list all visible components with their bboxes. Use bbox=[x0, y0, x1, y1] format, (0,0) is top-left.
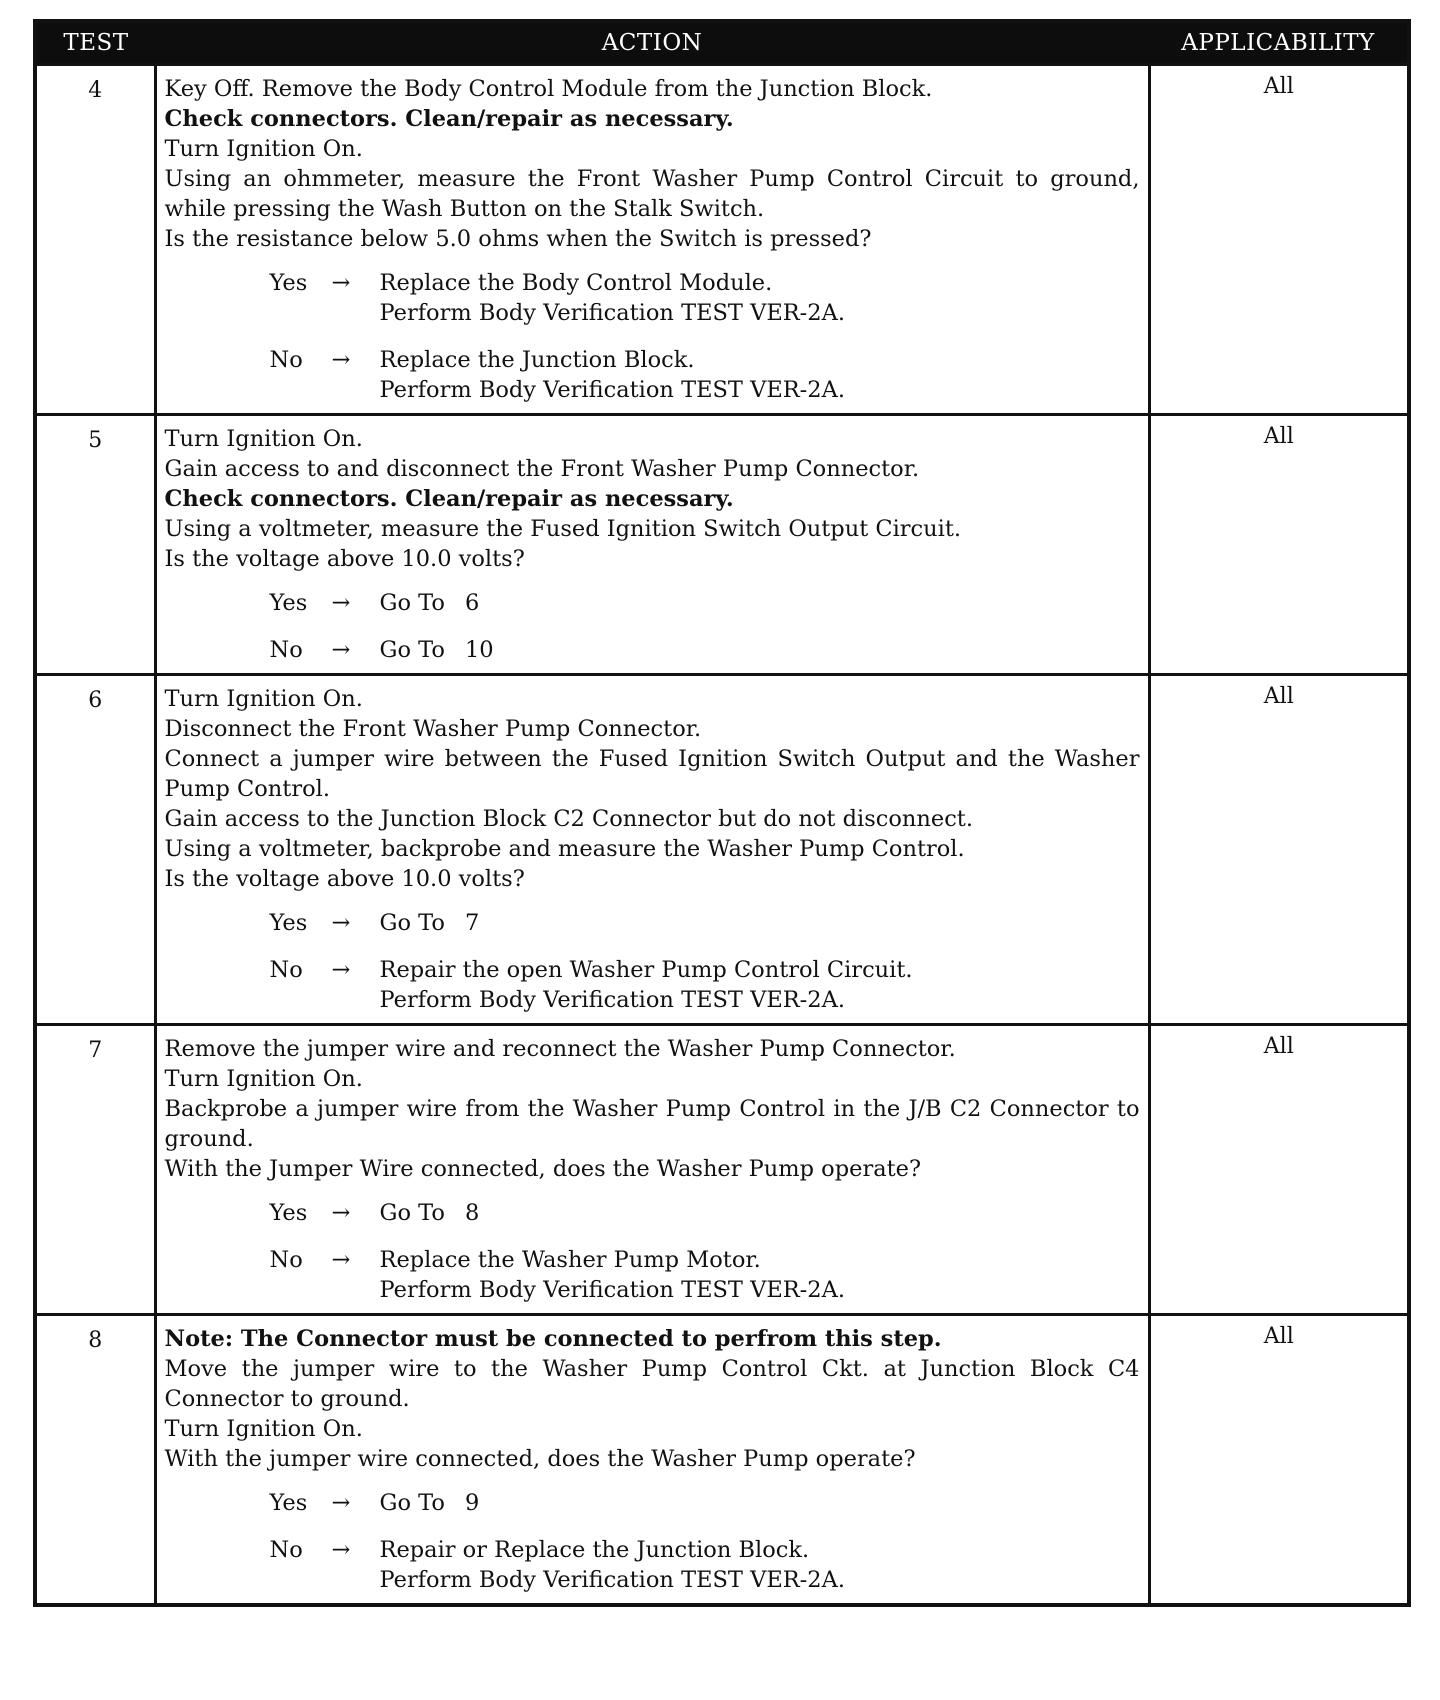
answer-no bbox=[270, 345, 1140, 405]
action-note: Note: The Connector must be connected to perfrom this step. bbox=[164, 1326, 942, 1352]
result-line: Perform Body Verification TEST VER-2A. bbox=[379, 1277, 846, 1303]
right-arrow-icon: → bbox=[331, 1247, 351, 1273]
action-cell bbox=[155, 1025, 1149, 1315]
right-arrow-icon: → bbox=[331, 1490, 351, 1516]
answer-no bbox=[270, 1535, 1140, 1595]
answer-yes bbox=[270, 588, 1140, 618]
result-line: Perform Body Verification TEST VER-2A. bbox=[379, 377, 846, 403]
answer-result bbox=[380, 588, 1140, 618]
answer-label: No bbox=[269, 1537, 303, 1563]
answer-result bbox=[380, 955, 1140, 1015]
answer-no bbox=[270, 1245, 1140, 1305]
answer-result bbox=[380, 268, 1140, 328]
action-step: Turn Ignition On. bbox=[164, 136, 363, 162]
test-number: 4 bbox=[35, 65, 155, 415]
action-step: Is the resistance below 5.0 ohms when the Switch is pressed? bbox=[164, 226, 872, 252]
right-arrow-icon: → bbox=[331, 590, 351, 616]
action-step: Connect a jumper wire between the Fused Ignition Switch Output and the Washer Pump Control. bbox=[164, 746, 1140, 802]
result-line: Repair or Replace the Junction Block. bbox=[379, 1537, 810, 1563]
action-step: Is the voltage above 10.0 volts? bbox=[164, 546, 525, 572]
goto-label: Go To bbox=[379, 1490, 445, 1516]
applicability-value: All bbox=[1149, 1025, 1409, 1315]
action-cell bbox=[155, 415, 1149, 675]
result-line: Repair the open Washer Pump Control Circuit. bbox=[379, 957, 913, 983]
answer-result bbox=[380, 1198, 1140, 1228]
table-row bbox=[35, 1315, 1409, 1606]
goto-label: Go To bbox=[379, 910, 445, 936]
answer-label: No bbox=[269, 957, 303, 983]
answer-label: No bbox=[269, 347, 303, 373]
goto-label: Go To bbox=[379, 637, 445, 663]
answer-yes bbox=[270, 1488, 1140, 1518]
answer-label: Yes bbox=[269, 590, 308, 616]
action-step: Disconnect the Front Washer Pump Connector. bbox=[164, 716, 702, 742]
right-arrow-icon: → bbox=[331, 1200, 351, 1226]
answer-list bbox=[165, 268, 1140, 405]
answer-label: Yes bbox=[269, 910, 308, 936]
diagnostic-table bbox=[33, 19, 1411, 1607]
answer-label: No bbox=[269, 637, 303, 663]
action-step: Using a voltmeter, measure the Fused Ignition Switch Output Circuit. bbox=[164, 516, 962, 542]
action-step: Backprobe a jumper wire from the Washer Pump Control in the J/B C2 Connector to ground. bbox=[164, 1096, 1140, 1152]
goto-test-number: 10 bbox=[464, 637, 494, 663]
applicability-value: All bbox=[1149, 1315, 1409, 1606]
right-arrow-icon: → bbox=[331, 270, 351, 296]
answer-result bbox=[380, 908, 1140, 938]
answer-list bbox=[165, 1488, 1140, 1595]
goto-label: Go To bbox=[379, 1200, 445, 1226]
answer-result bbox=[380, 1535, 1140, 1595]
answer-list bbox=[165, 588, 1140, 665]
result-line: Replace the Body Control Module. bbox=[379, 270, 773, 296]
goto-test-number: 6 bbox=[464, 590, 480, 616]
applicability-value: All bbox=[1149, 415, 1409, 675]
action-step: Turn Ignition On. bbox=[164, 686, 363, 712]
test-number: 6 bbox=[35, 675, 155, 1025]
header-applicability: APPLICABILITY bbox=[1149, 21, 1409, 65]
applicability-value: All bbox=[1149, 675, 1409, 1025]
answer-result bbox=[380, 1245, 1140, 1305]
answer-no bbox=[270, 635, 1140, 665]
action-cell bbox=[155, 65, 1149, 415]
action-step: Gain access to the Junction Block C2 Connector but do not disconnect. bbox=[164, 806, 973, 832]
action-step: With the Jumper Wire connected, does the Washer Pump operate? bbox=[164, 1156, 922, 1182]
goto-label: Go To bbox=[379, 590, 445, 616]
result-line: Perform Body Verification TEST VER-2A. bbox=[379, 987, 846, 1013]
answer-label: Yes bbox=[269, 1200, 308, 1226]
goto-test-number: 7 bbox=[464, 910, 480, 936]
result-line: Perform Body Verification TEST VER-2A. bbox=[379, 1567, 846, 1593]
answer-no bbox=[270, 955, 1140, 1015]
table-body bbox=[35, 65, 1409, 1606]
answer-yes bbox=[270, 908, 1140, 938]
result-line: Perform Body Verification TEST VER-2A. bbox=[379, 300, 846, 326]
right-arrow-icon: → bbox=[331, 957, 351, 983]
action-step: Remove the jumper wire and reconnect the Washer Pump Connector. bbox=[164, 1036, 956, 1062]
right-arrow-icon: → bbox=[331, 910, 351, 936]
header-action: ACTION bbox=[155, 21, 1149, 65]
action-cell bbox=[155, 1315, 1149, 1606]
answer-yes bbox=[270, 268, 1140, 328]
goto-test-number: 9 bbox=[464, 1490, 480, 1516]
action-step: Move the jumper wire to the Washer Pump Control Ckt. at Junction Block C4 Connector to ground. bbox=[164, 1356, 1140, 1412]
test-number: 5 bbox=[35, 415, 155, 675]
action-step: Turn Ignition On. bbox=[164, 1416, 363, 1442]
table-row bbox=[35, 415, 1409, 675]
answer-yes bbox=[270, 1198, 1140, 1228]
answer-label: No bbox=[269, 1247, 303, 1273]
action-step: Is the voltage above 10.0 volts? bbox=[164, 866, 525, 892]
applicability-value: All bbox=[1149, 65, 1409, 415]
table-row bbox=[35, 1025, 1409, 1315]
answer-list bbox=[165, 1198, 1140, 1305]
action-step: Turn Ignition On. bbox=[164, 1066, 363, 1092]
result-line: Replace the Washer Pump Motor. bbox=[379, 1247, 761, 1273]
action-note: Check connectors. Clean/repair as necessary. bbox=[164, 486, 734, 512]
action-step: Turn Ignition On. bbox=[164, 426, 363, 452]
answer-label: Yes bbox=[269, 270, 308, 296]
test-number: 8 bbox=[35, 1315, 155, 1606]
answer-result bbox=[380, 635, 1140, 665]
answer-result bbox=[380, 1488, 1140, 1518]
action-step: Gain access to and disconnect the Front Washer Pump Connector. bbox=[164, 456, 920, 482]
header-test: TEST bbox=[35, 21, 155, 65]
table-row bbox=[35, 65, 1409, 415]
result-line: Replace the Junction Block. bbox=[379, 347, 695, 373]
answer-result bbox=[380, 345, 1140, 405]
right-arrow-icon: → bbox=[331, 637, 351, 663]
right-arrow-icon: → bbox=[331, 1537, 351, 1563]
table-row bbox=[35, 675, 1409, 1025]
test-number: 7 bbox=[35, 1025, 155, 1315]
action-step: Key Off. Remove the Body Control Module from the Junction Block. bbox=[164, 76, 933, 102]
header-row bbox=[35, 21, 1409, 65]
action-step: Using an ohmmeter, measure the Front Washer Pump Control Circuit to ground, while pressing the Wash Button on the Stalk Switch. bbox=[164, 166, 1140, 222]
answer-label: Yes bbox=[269, 1490, 308, 1516]
goto-test-number: 8 bbox=[464, 1200, 480, 1226]
action-step: With the jumper wire connected, does the Washer Pump operate? bbox=[164, 1446, 916, 1472]
answer-list bbox=[165, 908, 1140, 1015]
action-cell bbox=[155, 675, 1149, 1025]
action-step: Using a voltmeter, backprobe and measure the Washer Pump Control. bbox=[164, 836, 965, 862]
action-note: Check connectors. Clean/repair as necessary. bbox=[164, 106, 734, 132]
right-arrow-icon: → bbox=[331, 347, 351, 373]
